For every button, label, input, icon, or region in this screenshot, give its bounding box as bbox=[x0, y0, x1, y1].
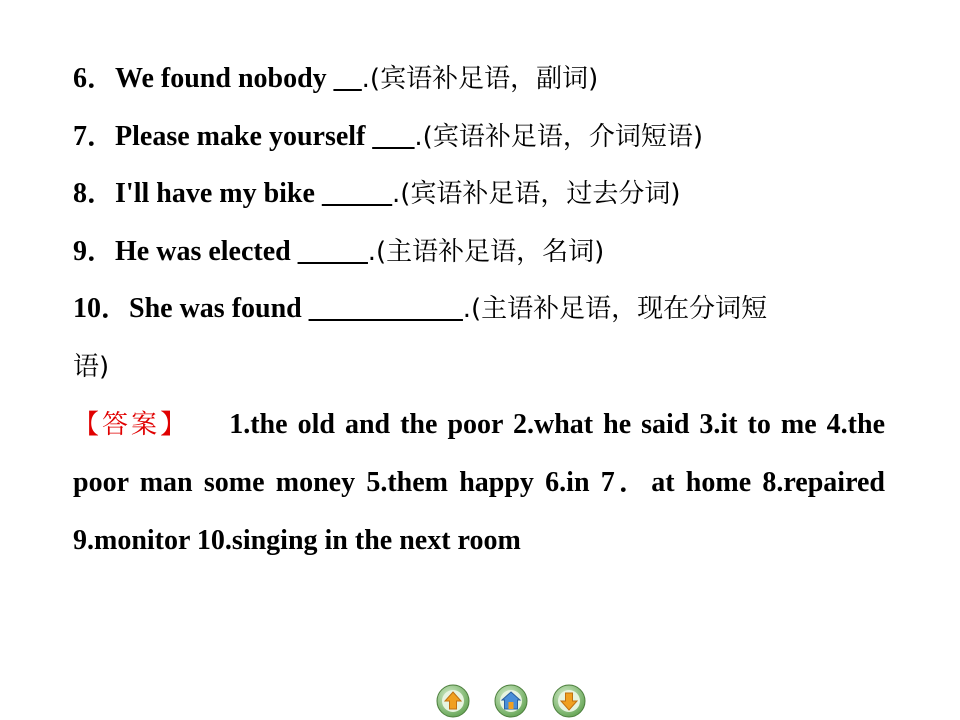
question-10-continued bbox=[73, 338, 885, 396]
next-button[interactable] bbox=[552, 684, 586, 718]
answer-blank: ___ bbox=[372, 120, 415, 152]
question-hint: .(宾语补足语，过去分词) bbox=[391, 179, 681, 210]
question-hint: .(主语补足语，名词) bbox=[367, 236, 605, 267]
answer-label: 【答案】 bbox=[73, 409, 190, 440]
question-hint: .(宾语补足语，介词短语) bbox=[414, 121, 703, 152]
question-hint: .(宾语补足语，副词) bbox=[361, 64, 599, 94]
question-text: Please make yourself bbox=[115, 120, 373, 152]
down-arrow-icon bbox=[552, 684, 586, 718]
previous-button[interactable] bbox=[436, 684, 470, 718]
question-text: I'll have my bike bbox=[115, 178, 322, 210]
question-text: We found nobody bbox=[115, 63, 334, 94]
question-hint-continued: 语) bbox=[73, 351, 110, 382]
question-number: 7． bbox=[73, 120, 116, 152]
question-7 bbox=[73, 108, 885, 166]
question-hint: .(主语补足语，现在分词短 bbox=[462, 294, 768, 325]
answer-block bbox=[73, 396, 885, 570]
question-number: 10． bbox=[73, 293, 130, 325]
home-icon bbox=[494, 684, 528, 718]
exercise-content bbox=[73, 50, 885, 569]
answer-blank: __ bbox=[333, 63, 362, 94]
question-number: 9． bbox=[73, 235, 116, 267]
up-arrow-icon bbox=[436, 684, 470, 718]
question-number: 8． bbox=[73, 178, 116, 210]
question-text: She was found bbox=[129, 293, 309, 325]
question-text: He was elected bbox=[115, 235, 298, 267]
question-9 bbox=[73, 223, 885, 281]
home-button[interactable] bbox=[494, 684, 528, 718]
answer-blank: ___________ bbox=[308, 293, 463, 325]
answer-text: 1.the old and the poor 2.what he said 3.it to me 4.the poor man some money 5.them happy 6.in 7．at home 8.repaired 9.monitor 10.singing in the next room bbox=[73, 408, 885, 556]
answer-blank: _____ bbox=[297, 235, 368, 267]
answer-blank: _____ bbox=[321, 178, 392, 210]
question-number: 6． bbox=[73, 63, 116, 94]
question-8 bbox=[73, 165, 885, 223]
question-10 bbox=[73, 280, 885, 338]
slide-navigation bbox=[436, 684, 586, 718]
question-6 bbox=[73, 50, 885, 108]
